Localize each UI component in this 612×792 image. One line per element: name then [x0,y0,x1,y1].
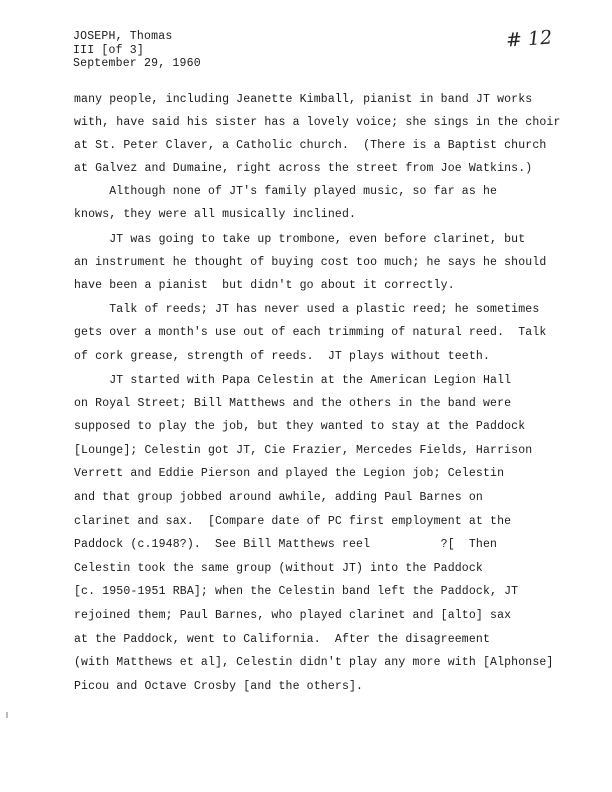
text-line: many people, including Jeanette Kimball, pianist in band JT works [74,93,533,106]
text-line: Verrett and Eddie Pierson and played the Legion job; Celestin [74,467,505,480]
text-line: gets over a month's use out of each trimming of natural reed. Talk [74,326,547,339]
text-line: supposed to play the job, but they wanted to stay at the Paddock [74,420,526,433]
text-line: at Galvez and Dumaine, right across the street from Joe Watkins.) [74,162,533,175]
handwritten-page-number: # 12 [505,26,553,52]
text-line: have been a pianist but didn't go about it correctly. [74,279,455,292]
text-line: Picou and Octave Crosby [and the others]. [74,680,364,693]
text-line: at St. Peter Claver, a Catholic church. (There is a Baptist church [74,139,547,152]
text-line: Paddock (c.1948?). See Bill Matthews reel ?[ Then [74,538,498,551]
text-line: JT started with Papa Celestin at the American Legion Hall [74,374,512,387]
text-line: with, have said his sister has a lovely voice; she sings in the choir [74,116,561,129]
text-line: Celestin took the same group (without JT) into the Paddock [74,562,483,575]
reel-number: III [of 3] [73,43,145,57]
text-line: rejoined them; Paul Barnes, who played clarinet and [alto] sax [74,609,512,622]
text-line: and that group jobbed around awhile, adding Paul Barnes on [74,491,483,504]
text-line: Although none of JT's family played music, so far as he [74,185,498,198]
text-line: Talk of reeds; JT has never used a plastic reed; he sometimes [74,303,540,316]
text-line: clarinet and sax. [Compare date of PC first employment at the [74,515,512,528]
interviewee-name: JOSEPH, Thomas [73,30,173,43]
document-header [73,30,201,71]
text-line: [c. 1950-1951 RBA]; when the Celestin band left the Paddock, JT [74,585,519,598]
text-line: [Lounge]; Celestin got JT, Cie Frazier, Mercedes Fields, Harrison [74,444,533,457]
text-line: JT was going to take up trombone, even before clarinet, but [74,233,526,246]
text-line: on Royal Street; Bill Matthews and the others in the band were [74,397,512,410]
text-line: an instrument he thought of buying cost too much; he says he should [74,256,547,269]
text-line: knows, they were all musically inclined. [74,208,357,221]
text-line: at the Paddock, went to California. After the disagreement [74,633,491,646]
interview-date: September 29, 1960 [73,57,201,70]
text-line: of cork grease, strength of reeds. JT plays without teeth. [74,350,491,363]
scan-artifact [6,712,8,718]
text-line: (with Matthews et al], Celestin didn't play any more with [Alphonse] [74,656,554,669]
